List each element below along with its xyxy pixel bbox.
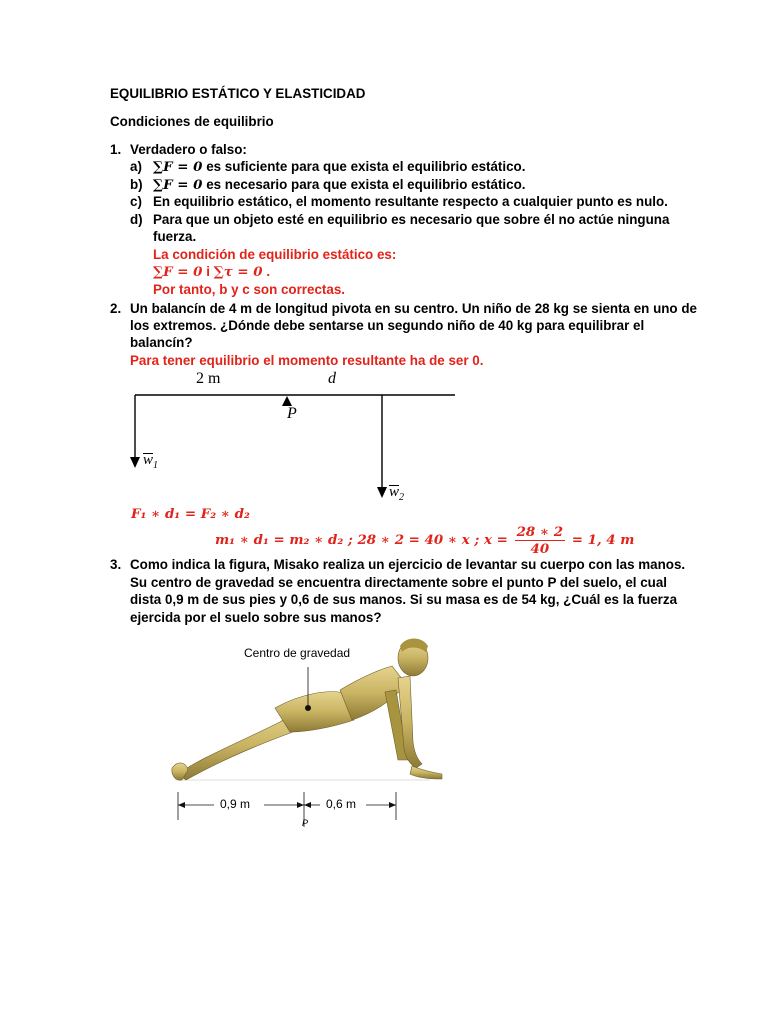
document-title: EQUILIBRIO ESTÁTICO Y ELASTICIDAD [110, 86, 366, 101]
sum-icon: ∑ [153, 159, 164, 175]
question-number: 3. [110, 557, 122, 572]
weight-1-label: $w_1$ [143, 452, 159, 471]
center-of-gravity-dot [305, 705, 311, 711]
question-text: Su centro de gravedad se encuentra directamente sobre el punto P del suelo, el cual [130, 575, 668, 590]
center-of-gravity-label: Centro de gravedad [244, 646, 351, 660]
answer-formula [153, 263, 270, 281]
formula: F = 0 [163, 177, 203, 193]
equation-solution [215, 522, 634, 558]
equation-result: = 1, 4 m [571, 532, 635, 548]
option-text: es suficiente para que exista el equilibrio estático. [202, 159, 526, 174]
answer-end: . [262, 264, 271, 279]
point-p-label: P [302, 818, 309, 828]
question-text: Verdadero o falso: [130, 142, 247, 157]
option-letter: c) [130, 194, 142, 209]
question-text: dista 0,9 m de sus pies y 0,6 de sus manos. Si su masa es de 54 kg, ¿Cuál es la fuerza [130, 592, 678, 607]
sum-icon: ∑ [153, 264, 164, 280]
formula-force: F = 0 [163, 264, 203, 280]
question-text: ejercida por el suelo sobre sus manos? [130, 610, 382, 625]
equation-fraction: $\frac{28 ∗ 2}{40}$ [516, 524, 564, 557]
option-letter: d) [130, 212, 143, 227]
distance-feet-label: 0,9 m [220, 797, 251, 811]
option-text: es necesario para que exista el equilibrio estático. [202, 177, 526, 192]
distance-d-label: d [328, 370, 336, 387]
question-text: los extremos. ¿Dónde debe sentarse un segundo niño de 40 kg para equilibrar el [130, 318, 645, 333]
formula-torque: τ = 0 [223, 264, 263, 280]
answer-line: La condición de equilibrio estático es: [153, 247, 397, 262]
answer-conjunction: i [202, 264, 214, 279]
question-text: Como indica la figura, Misako realiza un ejercicio de levantar su cuerpo con las manos. [130, 557, 686, 572]
equation-left: m₁ ∗ d₁ = m₂ ∗ d₂ ; 28 ∗ 2 = 40 ∗ x ; x = [215, 532, 508, 548]
question-text: Un balancín de 4 m de longitud pivota en su centro. Un niño de 28 kg se sienta en uno de [130, 301, 697, 316]
option-d-continued: fuerza. [153, 229, 197, 244]
option-text: En equilibrio estático, el momento resultante respecto a cualquier punto es nulo. [153, 194, 668, 209]
question-number: 1. [110, 142, 122, 157]
option-letter: a) [130, 159, 142, 174]
option-text: Para que un objeto esté en equilibrio es necesario que sobre él no actúe ninguna [153, 212, 670, 227]
answer-line: Para tener equilibrio el momento resultante ha de ser 0. [130, 353, 484, 368]
formula: F = 0 [163, 159, 203, 175]
answer-conclusion: Por tanto, b y c son correctas. [153, 282, 345, 297]
section-heading: Condiciones de equilibrio [110, 114, 274, 129]
distance-2m-label: 2 m [196, 370, 221, 387]
sum-icon: ∑ [153, 177, 164, 193]
pivot-label: P [287, 405, 297, 422]
pushup-figure [130, 632, 460, 827]
question-text: balancín? [130, 335, 193, 350]
weight-2-label: $w_2$ [389, 484, 405, 503]
sum-icon: ∑ [213, 264, 224, 280]
person-illustration [130, 632, 460, 827]
question-number: 2. [110, 301, 122, 316]
seesaw-diagram-lines [120, 385, 460, 510]
distance-hands-label: 0,6 m [326, 797, 357, 811]
equation-torque-balance: F₁ ∗ d₁ = F₂ ∗ d₂ [131, 506, 250, 522]
option-letter: b) [130, 177, 143, 192]
